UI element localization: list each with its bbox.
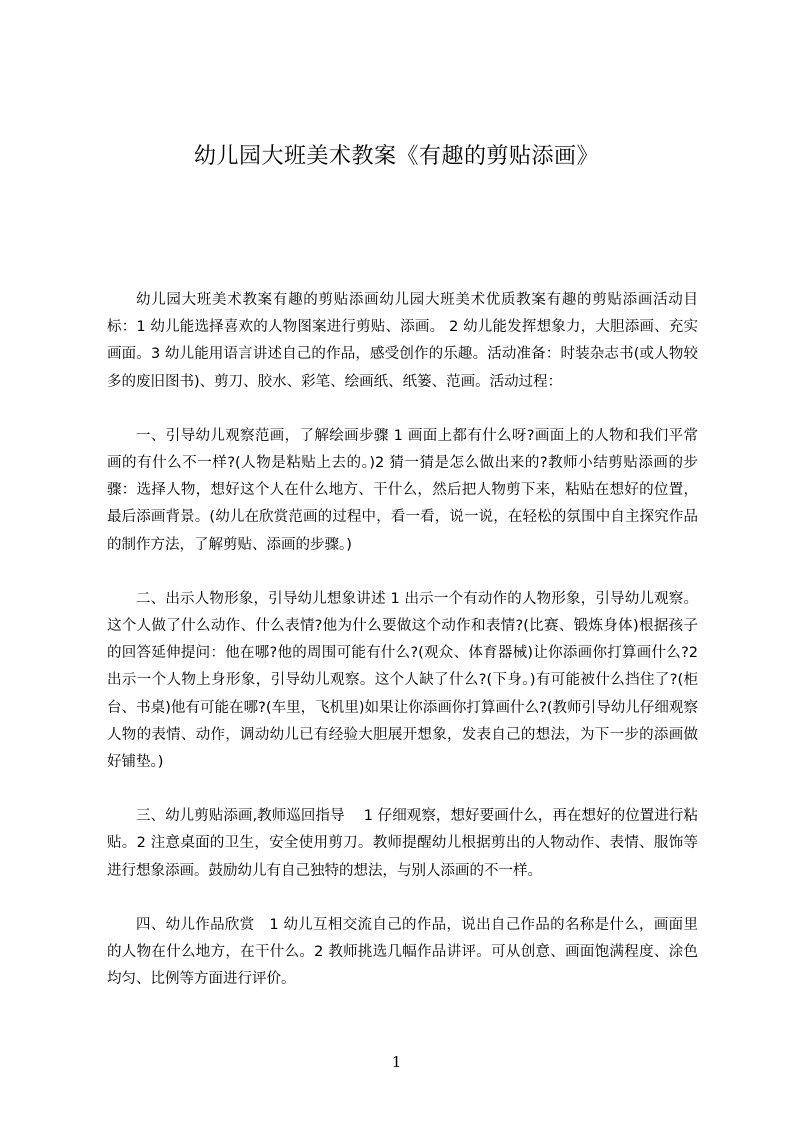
paragraph-step-one: 一、引导幼儿观察范画，了解绘画步骤 1 画面上都有什么呀?画面上的人物和我们平常画的有什么不一样?(人物是粘贴上去的。)2 猜一猜是怎么做出来的?教师小结剪贴添画的步骤：选择人物，想好这个人在什么地方、干什么，然后把人物剪下来，粘贴在想好的位置，最后添画背景。(幼儿在欣赏范画的过程中，看一看，说一说，在轻松的氛围中自主探究作品的制作方法，了解剪贴、添画的步骤。) <box>107 427 698 553</box>
page-number: 1 <box>391 1053 402 1071</box>
paragraph-step-three: 三、幼儿剪贴添画,教师巡回指导 1 仔细观察，想好要画什么，再在想好的位置进行粘贴。2 注意桌面的卫生，安全使用剪刀。教师提醒幼儿根据剪出的人物动作、表情、服饰等进行想象添画。鼓励幼儿有自己独特的想法，与别人添画的不一样。 <box>107 808 698 879</box>
document-body <box>107 287 698 1020</box>
document-title: 幼儿园大班美术教案《有趣的剪贴添画》 <box>193 144 599 169</box>
paragraph-step-two: 二、出示人物形象，引导幼儿想象讲述 1 出示一个有动作的人物形象，引导幼儿观察。这个人做了什么动作、什么表情?他为什么要做这个动作和表情?(比赛、锻炼身体)根据孩子的回答延伸提问：他在哪?他的周围可能有什么?(观众、体育器械)让你添画你打算画什么?2 出示一个人物上身形象，引导幼儿观察。这个人缺了什么?(下身。)有可能被什么挡住了?(柜台、书桌)他有可能在哪?(车里，飞机里)如果让你添画你打算画什么?(教师引导幼儿仔细观察人物的表情、动作，调动幼儿已有经验大胆展开想象，发表自己的想法，为下一步的添画做好铺垫。) <box>107 590 698 771</box>
paragraph-step-four: 四、幼儿作品欣赏 1 幼儿互相交流自己的作品，说出自己作品的名称是什么，画面里的人物在什么地方，在干什么。2 教师挑选几幅作品讲评。可从创意、画面饱满程度、涂色均匀、比例等方面进行评价。 <box>107 916 698 988</box>
paragraph-intro: 幼儿园大班美术教案有趣的剪贴添画幼儿园大班美术优质教案有趣的剪贴添画活动目标：1 幼儿能选择喜欢的人物图案进行剪贴、添画。 2 幼儿能发挥想象力，大胆添画、充实画面。3 幼儿能用语言讲述自己的作品，感受创作的乐趣。活动准备：时装杂志书(或人物较多的废旧图书)、剪刀、胶水、彩笔、绘画纸、纸篓、范画。活动过程： <box>107 292 698 390</box>
